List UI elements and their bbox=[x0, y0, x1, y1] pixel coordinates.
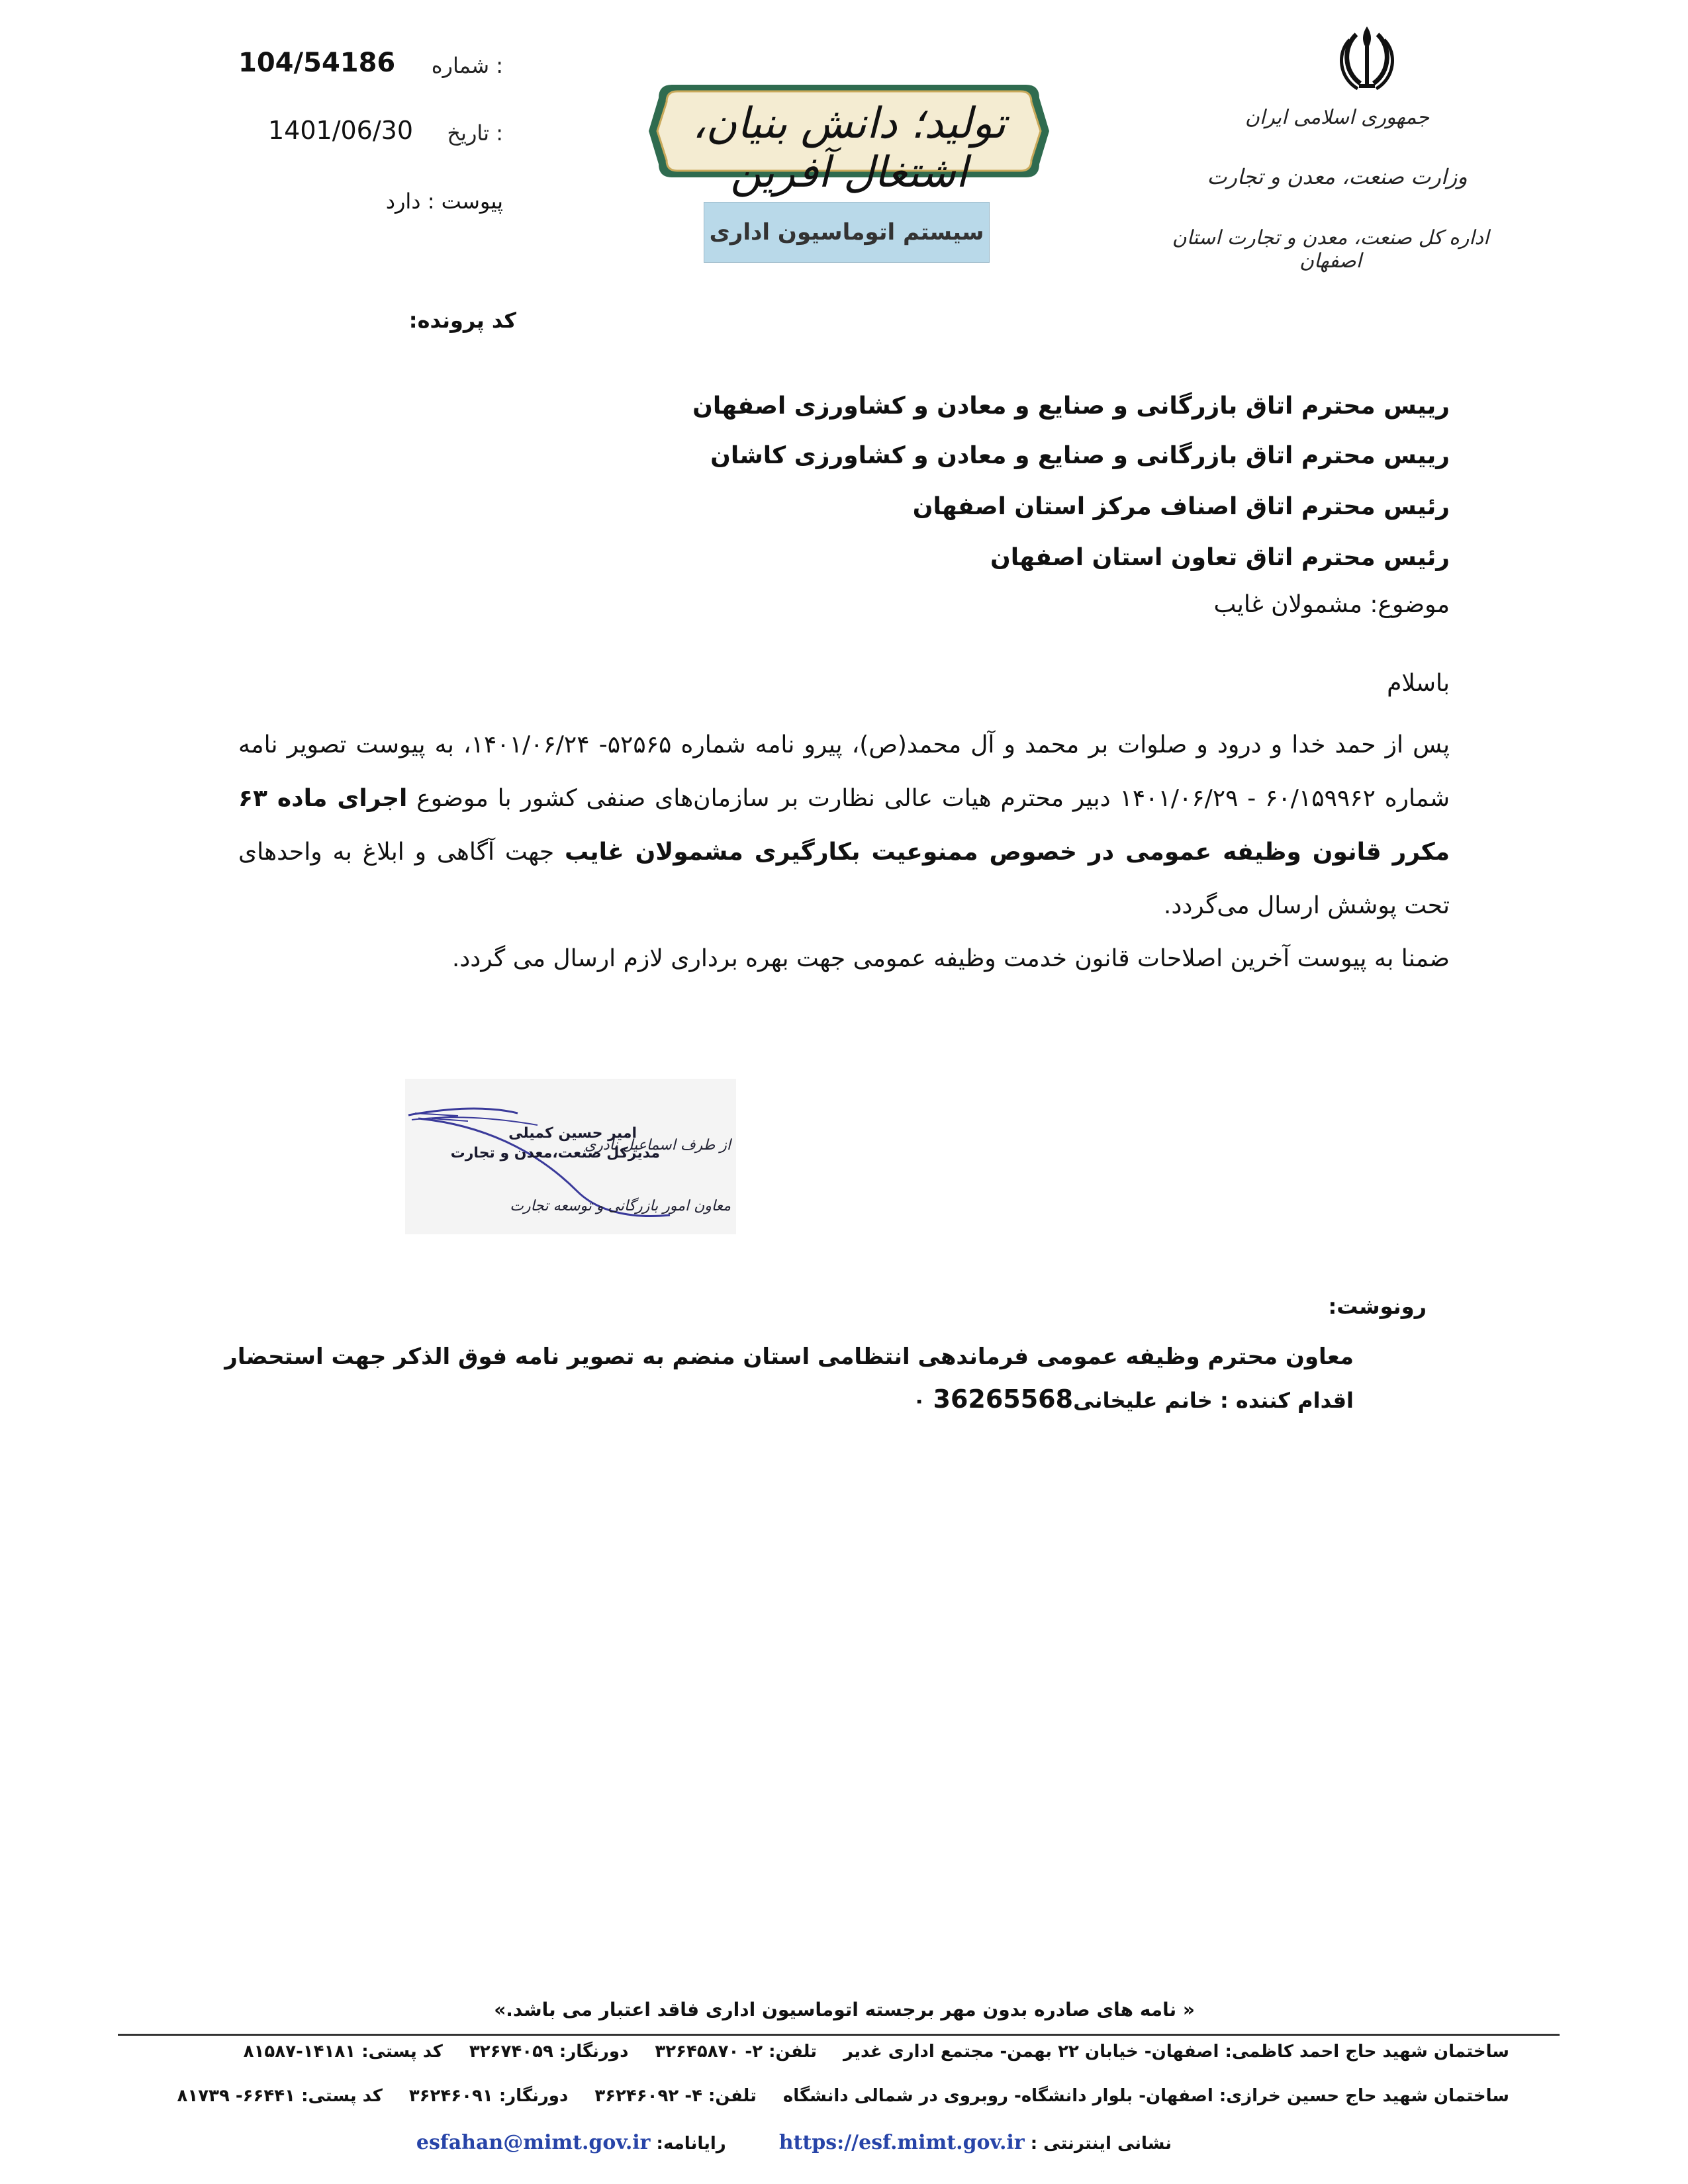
signature-on-behalf: از طرف اسماعیل نادری bbox=[584, 1137, 731, 1154]
footer-website-link[interactable]: https://esf.mimt.gov.ir bbox=[778, 2131, 1025, 2154]
date-label: : تاریخ bbox=[447, 120, 503, 146]
footer-website-label: نشانی اینترنتی : bbox=[1030, 2134, 1172, 2154]
iran-emblem-icon bbox=[1327, 20, 1407, 99]
ministry-office: اداره کل صنعت، معدن و تجارت استان اصفهان bbox=[1172, 226, 1489, 273]
footer-address-2 bbox=[177, 2086, 1509, 2106]
footer-fax-2: دورنگار: ۳۶۲۴۶۰۹۱ bbox=[408, 2086, 569, 2106]
recipient-1: رییس محترم اتاق بازرگانی و صنایع و معادن و کشاورزی اصفهان bbox=[692, 392, 1450, 420]
cc-action-label: اقدام کننده : خانم علیخانی bbox=[1073, 1388, 1354, 1413]
footer-phone-2: تلفن: ۴- ۳۶۲۴۶۰۹۲ bbox=[594, 2086, 757, 2106]
body-paragraph-1-bold: اجرای ماده ۶۳ مکرر قانون وظیفه عمومی در خصوص ممنوعیت بکارگیری مشمولان غایب bbox=[238, 785, 1450, 866]
subject-line: موضوع: مشمولان غایب bbox=[1213, 591, 1450, 618]
recipient-2: رییس محترم اتاق بازرگانی و صنایع و معادن و کشاورزی کاشان bbox=[710, 442, 1450, 469]
cc-action bbox=[913, 1385, 1354, 1414]
footer-address-1-text: ساختمان شهید حاج احمد کاظمی: اصفهان- خیابان ۲۲ بهمن- مجتمع اداری غدیر bbox=[843, 2042, 1509, 2062]
file-code-label: کد پرونده: bbox=[408, 308, 516, 333]
footer-email-link[interactable]: esfahan@mimt.gov.ir bbox=[416, 2131, 651, 2154]
cc-label: رونوشت: bbox=[1328, 1294, 1427, 1319]
date-value: 1401/06/30 bbox=[268, 116, 414, 145]
footer-note: « نامه های صادره بدون مهر برجسته اتوماسیون اداری فاقد اعتبار می باشد.» bbox=[494, 1999, 1195, 2021]
signature-title: مدیرکل صنعت،معدن و تجارت bbox=[450, 1145, 660, 1161]
signature-name: امیر حسین کمیلی bbox=[508, 1125, 637, 1142]
footer-postal-2: کد پستی: ۶۶۴۴۱- ۸۱۷۳۹ bbox=[177, 2086, 383, 2106]
number-label: : شماره bbox=[431, 53, 503, 78]
body-paragraph-2: ضمنا به پیوست آخرین اصلاحات قانون خدمت وظیفه عمومی جهت بهره برداری لازم ارسال می گردد. bbox=[451, 945, 1450, 972]
ministry-country: جمهوری اسلامی ایران bbox=[1244, 106, 1430, 129]
system-label: سیستم اتوماسیون اداری bbox=[704, 202, 990, 263]
signature-department: معاون امور بازرگانی و توسعه تجارت bbox=[510, 1198, 731, 1214]
body-paragraph-1-text-a: پس از حمد خدا و درود و صلوات بر محمد و آل محمد(ص)، پیرو نامه شماره ۵۲۵۶۵- ۱۴۰۱/۰۶/۲۴، به پیوست تصویر نامه شماره ۶۰/۱۵۹۹۶۲ - ۱۴۰۱/۰۶/۲۹ دبیر محترم هیات عالی نظارت بر سازمان‌های صنفی کشور با موضوع bbox=[238, 731, 1450, 812]
footer-postal-1: کد پستی: ۱۴۱۸۱-۸۱۵۸۷ bbox=[243, 2042, 443, 2062]
footer-phone-1: تلفن: ۲- ۳۲۶۴۵۸۷۰ bbox=[655, 2042, 818, 2062]
cc-recipient: معاون محترم وظیفه عمومی فرماندهی انتظامی استان منضم به تصویر نامه فوق الذکر جهت استحضار bbox=[224, 1343, 1354, 1370]
cc-action-phone: 36265568 bbox=[933, 1385, 1074, 1414]
signature-block bbox=[405, 1079, 736, 1234]
recipient-4: رئیس محترم اتاق تعاون استان اصفهان bbox=[990, 544, 1450, 571]
footer-fax-1: دورنگار: ۳۲۶۷۴۰۵۹ bbox=[469, 2042, 629, 2062]
attachment-label: پیوست : دارد bbox=[385, 189, 503, 214]
footer-address-2-text: ساختمان شهید حاج حسین خرازی: اصفهان- بلوار دانشگاه- روبروی در شمالی دانشگاه bbox=[782, 2086, 1509, 2106]
footer-divider bbox=[118, 2034, 1560, 2036]
body-paragraph-1-text-b: جهت آگاهی و ابلاغ به واحدهای تحت پوشش ارسال می‌گردد. bbox=[238, 839, 1450, 919]
recipient-3: رئیس محترم اتاق اصناف مرکز استان اصفهان bbox=[912, 493, 1450, 520]
number-value: 104/54186 bbox=[238, 48, 396, 78]
slogan-text: تولید؛ دانش بنیان، اشتغال آفرین bbox=[692, 99, 1006, 197]
footer-address-1 bbox=[244, 2042, 1509, 2062]
footer-email-label: رایانامه: bbox=[656, 2134, 726, 2154]
cc-action-suffix: ۰ bbox=[912, 1388, 933, 1413]
greeting: باسلام bbox=[1387, 670, 1450, 697]
ministry-name: وزارت صنعت، معدن و تجارت bbox=[1207, 164, 1468, 189]
footer-contacts bbox=[416, 2131, 1172, 2154]
body-paragraph-1 bbox=[238, 718, 1450, 933]
